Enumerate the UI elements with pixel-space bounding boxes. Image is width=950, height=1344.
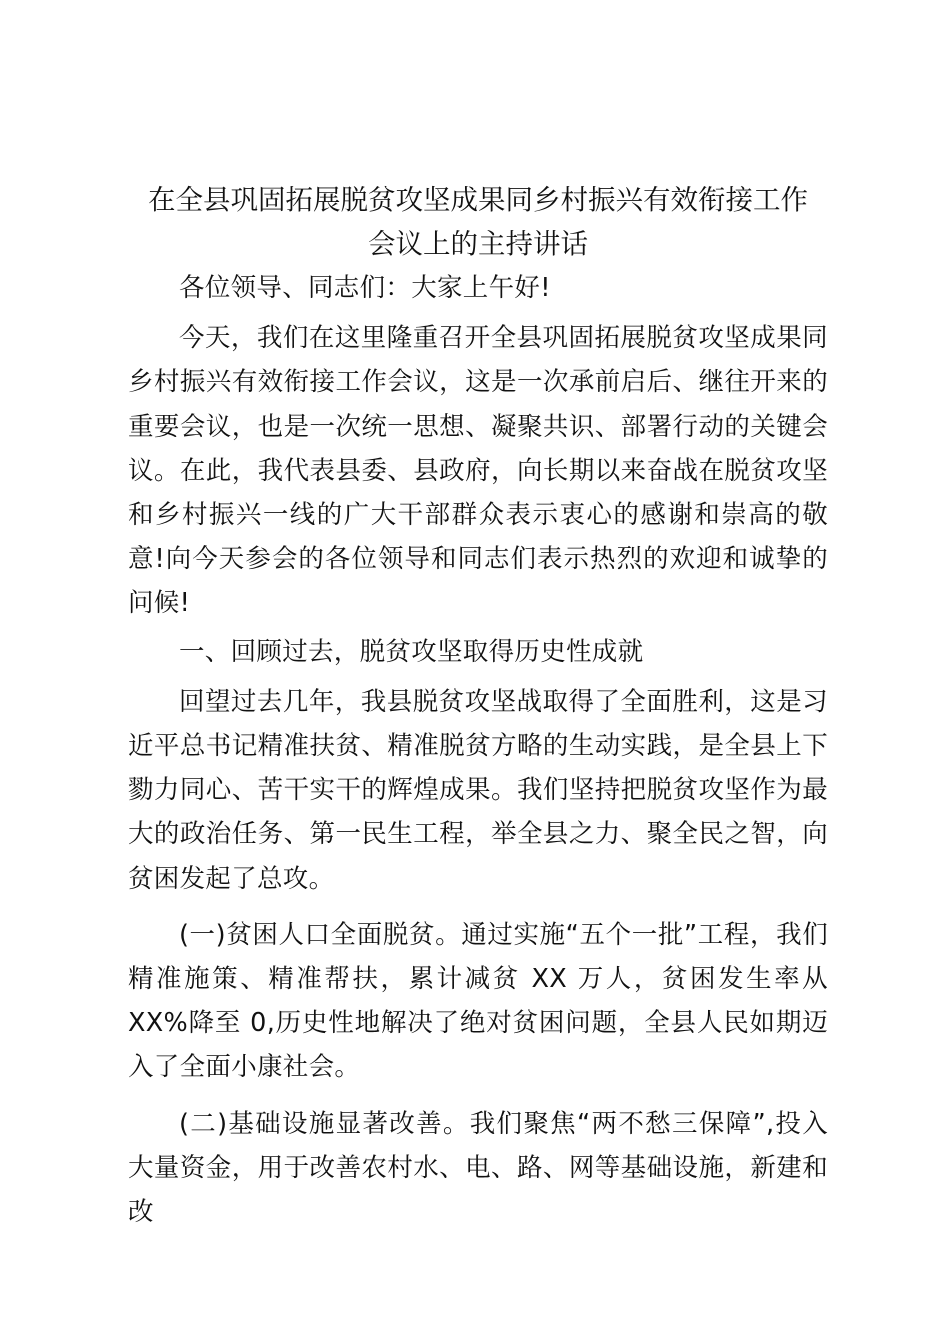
document-body <box>128 178 828 1234</box>
title-line-2: 会议上的主持讲话 <box>368 228 588 260</box>
title-line-1: 在全县巩固拓展脱贫攻坚成果同乡村振兴有效衔接工作 <box>148 184 808 216</box>
intro-paragraph: 今天，我们在这里隆重召开全县巩固拓展脱贫攻坚成果同乡村振兴有效衔接工作会议，这是一次承前启后、继往开来的重要会议，也是一次统一思想、凝聚共识、部署行动的关键会议。在此，我代表县委、县政府，向长期以来奋战在脱贫攻坚和乡村振兴一线的广大干部群众表示衷心的感谢和崇高的敬意!向今天参会的各位领导和同志们表示热烈的欢迎和诚挚的问候! <box>128 323 828 619</box>
greeting: 各位领导、同志们：大家上午好! <box>179 273 551 303</box>
item-1-paragraph: (一)贫困人口全面脱贫。通过实施“五个一批”工程，我们精准施策、精准帮扶，累计减贫 XX 万人，贫困发生率从 XX%降至 0,历史性地解决了绝对贫困问题，全县人民如期迈入了全面小康社会。 <box>128 919 828 1083</box>
review-paragraph: 回望过去几年，我县脱贫攻坚战取得了全面胜利，这是习近平总书记精准扶贫、精准脱贫方略的生动实践，是全县上下勠力同心、苦干实干的辉煌成果。我们坚持把脱贫攻坚作为最大的政治任务、第一民生工程，举全县之力、聚全民之智，向贫困发起了总攻。 <box>128 686 828 894</box>
section-heading: 一、回顾过去，脱贫攻坚取得历史性成就 <box>179 636 644 667</box>
item-2-paragraph: (二)基础设施显著改善。我们聚焦“两不愁三保障”,投入大量资金，用于改善农村水、电、路、网等基础设施，新建和改 <box>128 1108 828 1228</box>
document-title <box>128 178 828 266</box>
